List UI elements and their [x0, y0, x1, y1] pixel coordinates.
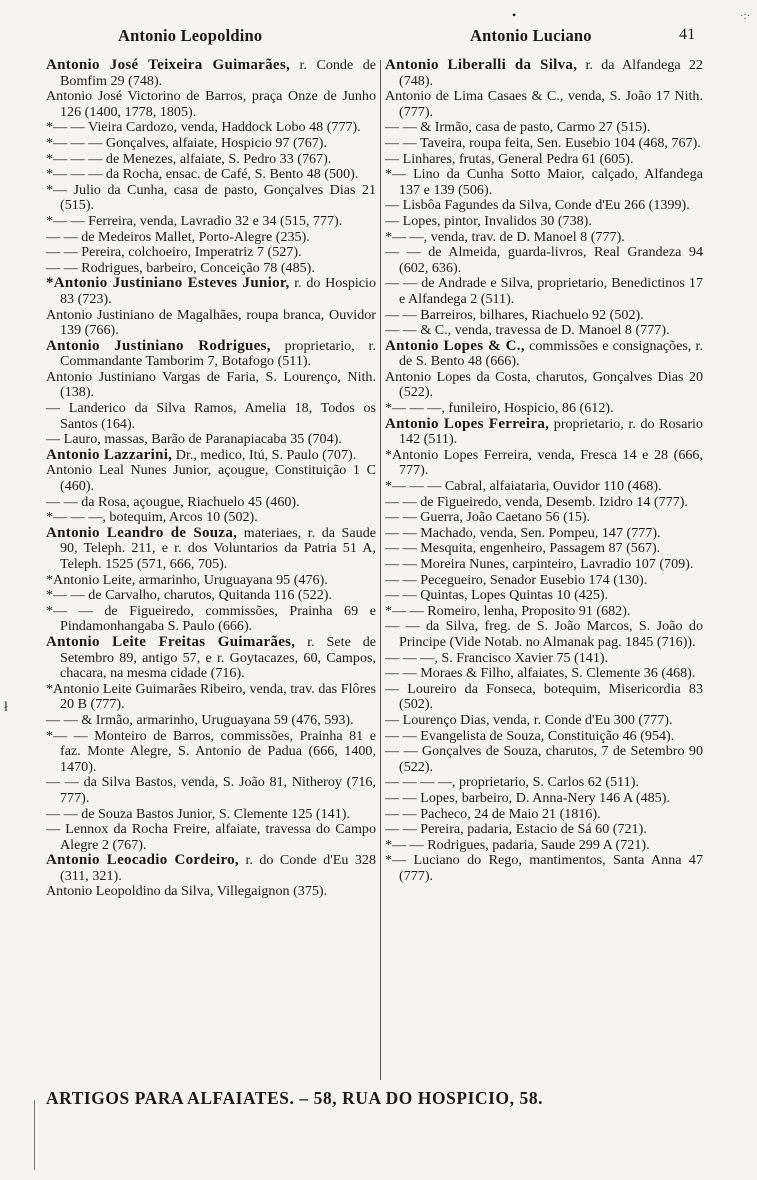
- entry-text: — — da Silva, freg. de S. João Marcos, S. João do Principe (Vide Notab. no Almanak pag. 1845 (716)).: [385, 618, 703, 650]
- directory-entry: [385, 120, 703, 136]
- entry-text: *— — —, funileiro, Hospicio, 86 (612).: [385, 400, 614, 417]
- directory-entry: [385, 308, 703, 324]
- directory-entry: [385, 245, 703, 276]
- page-number: 41: [679, 26, 696, 43]
- entry-text: *— — Rodrigues, padaria, Saude 299 A (721).: [385, 836, 650, 853]
- directory-entry: [46, 245, 376, 261]
- entry-text: *— — — Gonçalves, alfaiate, Hospicio 97 (767).: [46, 134, 328, 151]
- directory-entry: [385, 58, 703, 89]
- entry-text: — Lauro, massas, Barão de Paranapiacaba 35 (704).: [46, 431, 342, 448]
- directory-entry: [385, 152, 703, 168]
- entry-text: *— Luciano do Rego, mantimentos, Santa Anna 47 (777).: [385, 852, 703, 884]
- directory-entry: [46, 152, 376, 168]
- directory-entry: [385, 807, 703, 823]
- directory-entry: [46, 573, 376, 589]
- entry-text: — — de Figueiredo, venda, Desemb. Izidro 14 (777).: [385, 493, 688, 510]
- directory-entry: [46, 775, 376, 806]
- entry-text: *— Lino da Cunha Sotto Maior, calçado, Alfandega 137 e 139 (506).: [385, 166, 703, 198]
- entry-text: *Antonio Leite, armarinho, Uruguayana 95 (476).: [46, 571, 328, 588]
- directory-entry: [46, 308, 376, 339]
- entry-text: r. do Hospicio 83 (723).: [60, 275, 376, 307]
- entry-text: — — & C., venda, travessa de D. Manoel 8 (777).: [385, 322, 670, 339]
- directory-entry: [385, 323, 703, 339]
- entry-text: — — Moreira Nunes, carpinteiro, Lavradio 107 (709).: [385, 556, 694, 572]
- entry-text: r. Sete de Setembro 89, antigo 57, e r. Goytacazes, 60, Campos, chacara, na mesma cidade (716).: [60, 633, 376, 682]
- entry-text: — — Pereira, colchoeiro, Imperatriz 7 (527).: [46, 244, 302, 261]
- column-divider: [380, 60, 381, 1080]
- entry-text: — — Barreiros, bilhares, Riachuelo 92 (502).: [385, 306, 644, 323]
- entry-text: *Antonio Lopes Ferreira, venda, Fresca 14 e 28 (666, 777).: [385, 446, 703, 479]
- entry-text: — — Machado, venda, Sen. Pompeu, 147 (777).: [385, 524, 661, 541]
- entry-text: — — & Irmão, casa de pasto, Carmo 27 (515).: [385, 119, 651, 136]
- directory-entry: [385, 495, 703, 511]
- corner-marks: ·:·: [740, 10, 751, 22]
- directory-entry: [385, 526, 703, 542]
- entry-text: commissões e consignações, r. de S. Bento 48 (666).: [399, 337, 703, 370]
- entry-text: Antonio de Lima Casaes & C., venda, S. João 17 Nith. (777).: [385, 88, 703, 120]
- entry-text: Antonio José Victorino de Barros, praça Onze de Junho 126 (1400, 1778, 1805).: [46, 88, 376, 120]
- directory-entry: [385, 744, 703, 775]
- entry-text: — — da Rosa, açougue, Riachuelo 45 (460).: [46, 493, 300, 510]
- directory-entry: [385, 713, 703, 729]
- directory-entry: [46, 276, 376, 307]
- directory-entry: [46, 230, 376, 246]
- entry-text: — Lopes, pintor, Invalidos 30 (738).: [385, 212, 592, 229]
- directory-entry: [385, 339, 703, 370]
- entry-heading: *Antonio Justiniano Esteves Junior,: [46, 275, 290, 292]
- entry-text: *— — Romeiro, lenha, Proposito 91 (682).: [385, 602, 631, 619]
- directory-entry: [46, 167, 376, 183]
- entry-text: — — da Silva Bastos, venda, S. João 81, Nitheroy (716, 777).: [46, 774, 376, 806]
- directory-entry: [385, 666, 703, 682]
- entry-text: — — de Medeiros Mallet, Porto-Alegre (235).: [46, 228, 310, 245]
- directory-entry: [385, 619, 703, 650]
- directory-entry: [46, 261, 376, 277]
- directory-entry: [46, 339, 376, 370]
- entry-text: — — Gonçalves de Souza, charutos, 7 de Setembro 90 (522).: [385, 743, 703, 775]
- directory-entry: [385, 729, 703, 745]
- entry-text: — Loureiro da Fonseca, botequim, Misericordia 83 (502).: [385, 680, 703, 713]
- directory-entry: [46, 884, 376, 900]
- entry-heading: Antonio Lopes & C.,: [385, 337, 525, 354]
- entry-heading: Antonio Leite Freitas Guimarães,: [46, 633, 296, 650]
- directory-entry: [385, 198, 703, 214]
- directory-entry: [46, 183, 376, 214]
- entry-heading: Antonio Leocadio Cordeiro,: [46, 852, 239, 869]
- directory-entry: [385, 791, 703, 807]
- entry-text: — Linhares, frutas, General Pedra 61 (605).: [385, 150, 634, 167]
- page-edge-line: [34, 1100, 35, 1170]
- left-column: [46, 58, 376, 900]
- directory-entry: [46, 822, 376, 853]
- directory-entry: [385, 401, 703, 417]
- directory-entry: [385, 822, 703, 838]
- entry-text: Antonio Justiniano de Magalhães, roupa branca, Ouvidor 139 (766).: [46, 306, 376, 339]
- entry-heading: Antonio Lopes Ferreira,: [385, 415, 550, 432]
- directory-entry: [46, 604, 376, 635]
- entry-text: *— — de Carvalho, charutos, Quitanda 116 (522).: [46, 587, 332, 604]
- entry-text: Dr., medico, Itú, S. Paulo (707).: [172, 446, 357, 463]
- entry-text: — Landerico da Silva Ramos, Amelia 18, Todos os Santos (164).: [46, 400, 376, 432]
- entry-text: r. do Conde d'Eu 328 (311, 321).: [60, 852, 376, 884]
- directory-entry: [385, 588, 703, 604]
- directory-entry: [385, 448, 703, 479]
- directory-entry: [46, 495, 376, 511]
- directory-entry: [46, 853, 376, 884]
- entry-text: *Antonio Leite Guimarães Ribeiro, venda, trav. das Flôres 20 B (777).: [46, 680, 376, 713]
- entry-heading: Antonio José Teixeira Guimarães,: [46, 57, 291, 73]
- directory-entry: [385, 230, 703, 246]
- entry-text: — — de Andrade e Silva, proprietario, Benedictinos 17 e Alfandega 2 (511).: [385, 275, 703, 307]
- entry-text: *— — Ferreira, venda, Lavradio 32 e 34 (515, 777).: [46, 212, 343, 229]
- directory-entry: [385, 573, 703, 589]
- entry-text: — Lisbôa Fagundes da Silva, Conde d'Eu 266 (1399).: [385, 197, 690, 214]
- entry-text: r. da Alfandega 22 (748).: [399, 57, 703, 89]
- entry-heading: Antonio Leandro de Souza,: [46, 524, 238, 541]
- directory-entry: [385, 479, 703, 495]
- entry-text: — Lourenço Dias, venda, r. Conde d'Eu 300 (777).: [385, 711, 673, 728]
- directory-entry: [385, 557, 703, 573]
- directory-entry: [46, 58, 376, 89]
- entry-text: r. Conde de Bomfim 29 (748).: [60, 57, 376, 89]
- top-dot: •: [512, 8, 517, 22]
- entry-text: — — Pacheco, 24 de Maio 21 (1816).: [385, 805, 601, 822]
- entry-text: *— — — Cabral, alfaiataria, Ouvidor 110 (468).: [385, 478, 662, 495]
- entry-text: — — — —, proprietario, S. Carlos 62 (511).: [385, 774, 639, 791]
- directory-entry: [385, 89, 703, 120]
- entry-text: *— — — de Menezes, alfaiate, S. Pedro 33 (767).: [46, 150, 332, 167]
- directory-entry: [46, 120, 376, 136]
- directory-entry: [385, 214, 703, 230]
- directory-entry: [46, 401, 376, 432]
- entry-text: Antonio Leal Nunes Junior, açougue, Constituição 1 C (460).: [46, 462, 376, 495]
- entry-text: — — Pereira, padaria, Estacio de Sá 60 (721).: [385, 821, 647, 838]
- directory-entry: [385, 838, 703, 854]
- entry-text: — — Pecegueiro, Senador Eusebio 174 (130).: [385, 571, 648, 588]
- entry-text: proprietario, r. do Rosario 142 (511).: [399, 415, 703, 448]
- directory-entry: [385, 370, 703, 401]
- directory-entry: [46, 136, 376, 152]
- entry-text: Antonio Leopoldino da Silva, Villegaignon (375).: [46, 883, 328, 900]
- entry-text: Antonio Justiniano Vargas de Faria, S. Lourenço, Nith. (138).: [46, 368, 376, 401]
- directory-entry: [385, 651, 703, 667]
- entry-text: — — Mesquita, engenheiro, Passagem 87 (567).: [385, 540, 661, 557]
- footer-advert: ARTIGOS PARA ALFAIATES. – 58, RUA DO HOSPICIO, 58.: [46, 1088, 544, 1108]
- directory-entry: [46, 526, 376, 573]
- entry-text: *— — de Figueiredo, commissões, Prainha 69 e Pindamonhangaba S. Paulo (666).: [46, 602, 376, 635]
- entry-text: — — & Irmão, armarinho, Uruguayana 59 (476, 593).: [46, 711, 354, 728]
- directory-entry: [385, 853, 703, 884]
- directory-entry: [46, 588, 376, 604]
- header-left-title: Antonio Leopoldino: [118, 26, 263, 45]
- directory-entry: [385, 136, 703, 152]
- entry-text: — Lennox da Rocha Freire, alfaiate, travessa do Campo Alegre 2 (767).: [46, 821, 376, 853]
- directory-entry: [385, 541, 703, 557]
- entry-text: — — Guerra, João Caetano 56 (15).: [385, 509, 591, 526]
- entry-text: Antonio Lopes da Costa, charutos, Gonçalves Dias 20 (522).: [385, 368, 703, 401]
- directory-entry: [385, 775, 703, 791]
- directory-entry: [46, 729, 376, 776]
- directory-entry: [46, 635, 376, 682]
- entry-text: — — Quintas, Lopes Quintas 10 (425).: [385, 587, 609, 604]
- directory-entry: [385, 510, 703, 526]
- directory-entry: [46, 89, 376, 120]
- entry-heading: Antonio Justiniano Rodrigues,: [46, 337, 271, 354]
- entry-text: *— — — da Rocha, ensac. de Café, S. Bento 48 (500).: [46, 166, 359, 183]
- entry-text: — — Evangelista de Souza, Constituição 46 (954).: [385, 727, 675, 744]
- entry-text: proprietario, r. Commandante Tamborim 7, Botafogo (511).: [60, 337, 376, 370]
- directory-entry: [46, 432, 376, 448]
- entry-text: *— — Vieira Cardozo, venda, Haddock Lobo 48 (777).: [46, 119, 361, 136]
- directory-entry: [385, 682, 703, 713]
- entry-text: — — de Souza Bastos Junior, S. Clemente 125 (141).: [46, 805, 350, 822]
- directory-entry: [385, 167, 703, 198]
- directory-entry: [46, 682, 376, 713]
- entry-text: — — Moraes & Filho, alfaiates, S. Clemente 36 (468).: [385, 665, 696, 682]
- entry-text: — — —, S. Francisco Xavier 75 (141).: [385, 649, 609, 666]
- entry-text: *— — —, botequim, Arcos 10 (502).: [46, 509, 258, 526]
- margin-mark: ł: [4, 700, 8, 715]
- entry-text: — — Taveira, roupa feita, Sen. Eusebio 104 (468, 767).: [385, 134, 701, 151]
- directory-entry: [46, 370, 376, 401]
- entry-text: — — Rodrigues, barbeiro, Conceição 78 (485).: [46, 259, 315, 276]
- entry-text: *— — Monteiro de Barros, commissões, Prainha 81 e faz. Monte Alegre, S. Antonio de Padua (666, 1400, 1470).: [46, 727, 376, 775]
- entry-heading: Antonio Lazzarini,: [46, 446, 173, 463]
- entry-text: materiaes, r. da Saude 90, Teleph. 211, e r. dos Voluntarios da Patria 51 A, Teleph. 1525 (571, 666, 705).: [60, 524, 376, 572]
- header-right-title: Antonio Luciano: [470, 26, 592, 45]
- entry-heading: Antonio Liberalli da Silva,: [385, 57, 578, 73]
- directory-entry: [385, 604, 703, 620]
- directory-entry: [385, 276, 703, 307]
- entry-text: — — Lopes, barbeiro, D. Anna-Nery 146 A (485).: [385, 789, 670, 806]
- directory-entry: [385, 417, 703, 448]
- entry-text: *— Julio da Cunha, casa de pasto, Gonçalves Dias 21 (515).: [46, 181, 376, 214]
- directory-entry: [46, 214, 376, 230]
- directory-entry: [46, 807, 376, 823]
- directory-entry: [46, 448, 376, 464]
- right-column: [385, 58, 703, 884]
- directory-entry: [46, 510, 376, 526]
- entry-text: *— —, venda, trav. de D. Manoel 8 (777).: [385, 228, 625, 245]
- directory-entry: [46, 463, 376, 494]
- entry-text: — — de Almeida, guarda-livros, Real Grandeza 94 (602, 636).: [385, 244, 703, 276]
- directory-entry: [46, 713, 376, 729]
